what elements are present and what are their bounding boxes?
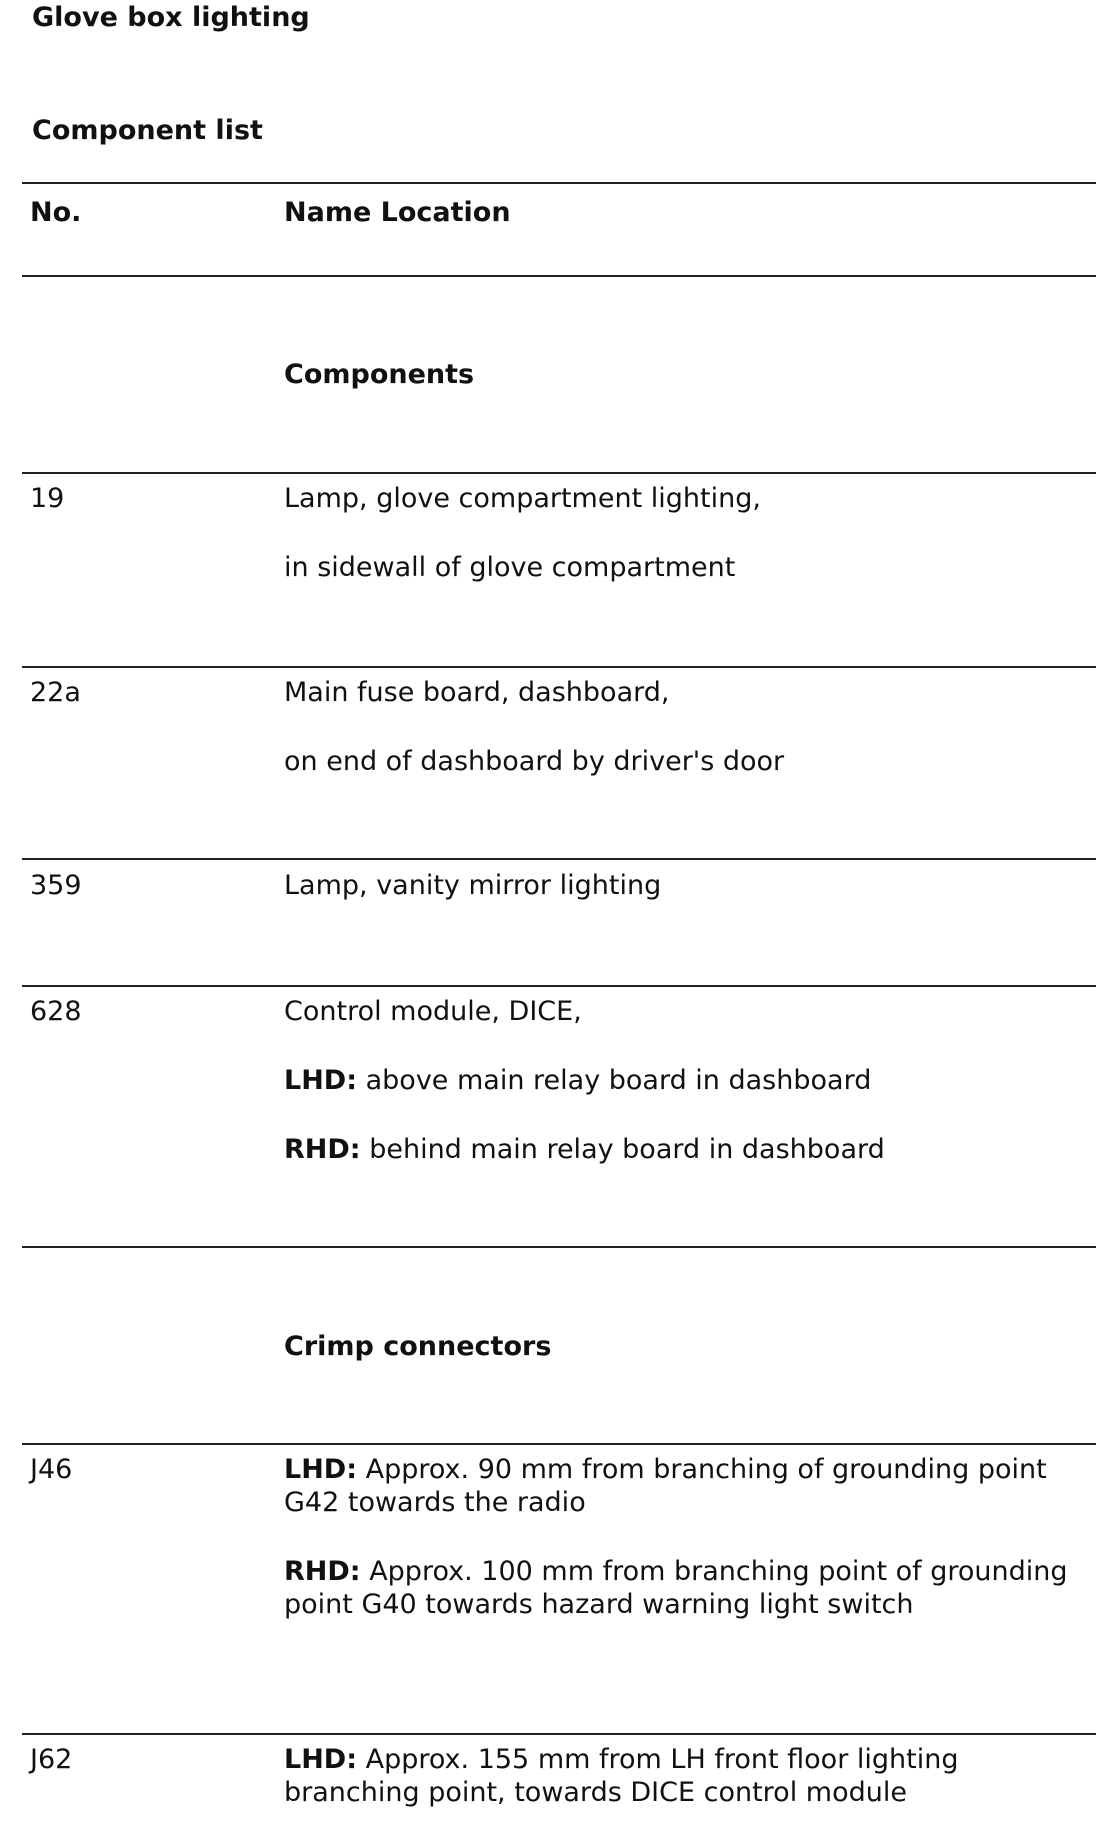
lhd-text: Approx. 155 mm from LH front floor lighting branching point, towards DICE control module: [284, 1744, 959, 1808]
table-rule: [22, 472, 1096, 474]
row-text: [284, 1743, 1094, 1809]
row-text: [284, 1453, 1094, 1519]
lhd-label: LHD:: [284, 1744, 358, 1775]
table-rule: [22, 666, 1096, 668]
row-text: on end of dashboard by driver's door: [284, 746, 785, 777]
table-rule: [22, 1733, 1096, 1735]
row-text: Lamp, glove compartment lighting,: [284, 483, 761, 514]
rhd-label: RHD:: [284, 1134, 361, 1165]
row-text: Lamp, vanity mirror lighting: [284, 870, 662, 901]
row-number: J62: [30, 1744, 73, 1775]
row-text: Control module, DICE,: [284, 996, 582, 1027]
lhd-label: LHD:: [284, 1065, 358, 1096]
table-rule: [22, 858, 1096, 860]
row-text: Main fuse board, dashboard,: [284, 677, 670, 708]
header-rule: [22, 275, 1096, 277]
lhd-text: above main relay board in dashboard: [365, 1065, 872, 1096]
lhd-label: LHD:: [284, 1454, 358, 1485]
row-number: 19: [30, 483, 65, 514]
row-number: 22a: [30, 677, 81, 708]
rhd-label: RHD:: [284, 1556, 361, 1587]
header-name-location: Name Location: [284, 197, 511, 228]
row-number: 359: [30, 870, 82, 901]
table-rule: [22, 1246, 1096, 1248]
row-number: J46: [30, 1454, 73, 1485]
rhd-text: behind main relay board in dashboard: [369, 1134, 885, 1165]
document-title: Glove box lighting: [32, 2, 310, 33]
row-text: [284, 1555, 1094, 1621]
table-rule-top: [22, 182, 1096, 184]
group-heading-crimp-connectors: Crimp connectors: [284, 1331, 552, 1362]
table-rule: [22, 985, 1096, 987]
lhd-text: Approx. 90 mm from branching of grounding point G42 towards the radio: [284, 1454, 1047, 1518]
row-text: [284, 1064, 871, 1097]
row-number: 628: [30, 996, 82, 1027]
group-heading-components: Components: [284, 359, 475, 390]
row-text: in sidewall of glove compartment: [284, 552, 736, 583]
section-title: Component list: [32, 115, 263, 146]
header-no: No.: [30, 197, 82, 228]
row-text: [284, 1133, 885, 1166]
table-rule: [22, 1443, 1096, 1445]
rhd-text: Approx. 100 mm from branching point of grounding point G40 towards hazard warning light switch: [284, 1556, 1068, 1620]
